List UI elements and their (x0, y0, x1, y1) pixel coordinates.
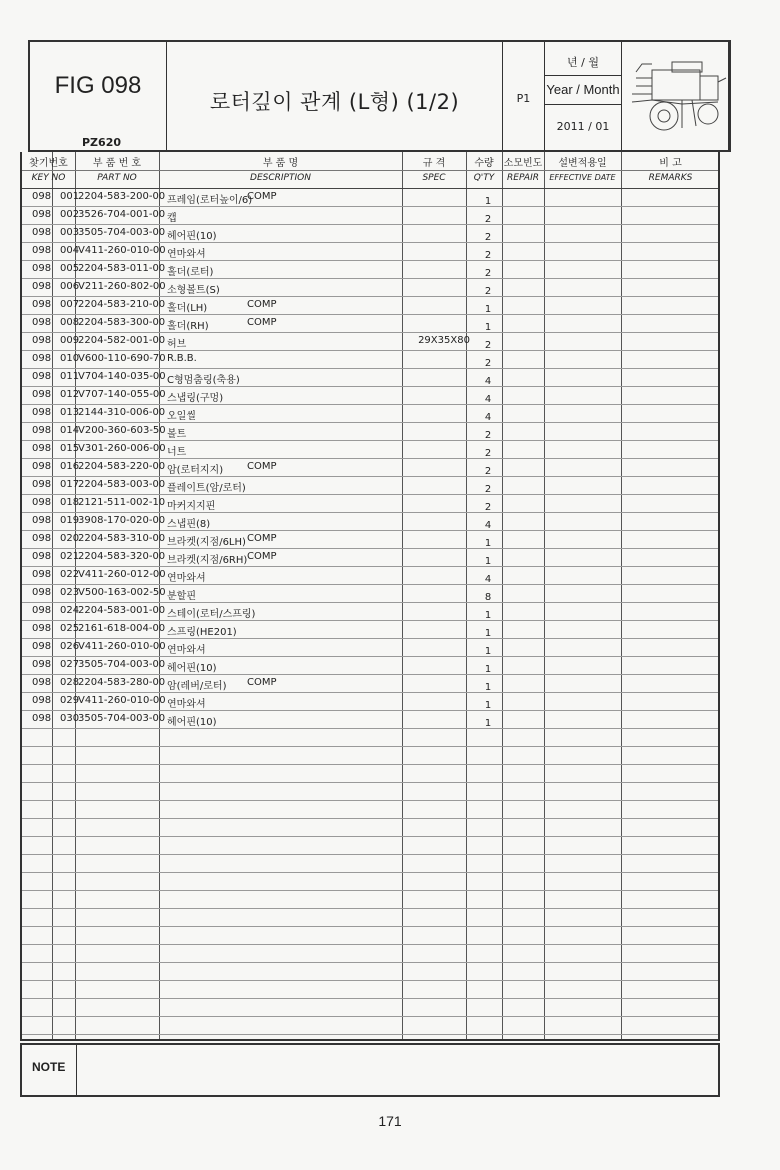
quantity: 4 (484, 412, 492, 423)
part-number: 2204-583-310-00 (78, 533, 166, 544)
note-label: NOTE (32, 1060, 66, 1074)
table-row (22, 422, 718, 440)
description: 연마와셔 (167, 573, 206, 584)
col-part-kr: 부 품 번 호 (92, 158, 142, 169)
quantity: 1 (484, 196, 492, 207)
part-number: V411-260-010-00 (78, 695, 166, 706)
part-number: 3908-170-020-00 (78, 515, 166, 526)
item-no: 021 (60, 551, 80, 562)
part-number: 3505-704-003-00 (78, 713, 166, 724)
quantity: 1 (484, 610, 492, 621)
part-number: 2121-511-002-10 (78, 497, 166, 508)
description: 분할핀 (167, 591, 196, 602)
rice-transplanter-icon (622, 42, 729, 150)
description: 홀더(RH) (167, 321, 209, 332)
item-no: 006 (60, 281, 80, 292)
item-no: 011 (60, 371, 80, 382)
table-row (22, 368, 718, 386)
item-no: 017 (60, 479, 80, 490)
key-no: 098 (32, 497, 52, 508)
header-box (28, 40, 731, 152)
description: 홀더(LH) (167, 303, 208, 314)
table-row (22, 260, 718, 278)
part-number: V411-260-010-00 (78, 641, 166, 652)
item-no: 024 (60, 605, 80, 616)
key-no: 098 (32, 281, 52, 292)
item-no: 028 (60, 677, 80, 688)
quantity: 1 (484, 322, 492, 333)
spec: 29X35X80 (418, 335, 470, 346)
table-row (22, 242, 718, 260)
item-no: 027 (60, 659, 80, 670)
col-key-en: KEY NO (31, 173, 66, 183)
table-row (22, 602, 718, 620)
quantity: 2 (484, 268, 492, 279)
quantity: 1 (484, 538, 492, 549)
description: 홀더(로터) (167, 267, 214, 278)
table-row (22, 566, 718, 584)
item-no: 001 (60, 191, 80, 202)
key-no: 098 (32, 605, 52, 616)
comp-flag: COMP (247, 191, 277, 202)
key-no: 098 (32, 533, 52, 544)
col-remarks-en: REMARKS (648, 173, 693, 183)
key-no: 098 (32, 299, 52, 310)
key-no: 098 (32, 713, 52, 724)
description: R.B.B. (167, 353, 197, 364)
quantity: 4 (484, 574, 492, 585)
key-no: 098 (32, 641, 52, 652)
key-no: 098 (32, 263, 52, 274)
quantity: 4 (484, 376, 492, 387)
item-no: 018 (60, 497, 80, 508)
description: 브라켓(지점/6RH) (167, 555, 248, 566)
description: C형멈춤링(축용) (167, 375, 240, 386)
fig-number: FIG 098 (54, 72, 142, 99)
item-no: 014 (60, 425, 80, 436)
key-no: 098 (32, 209, 52, 220)
key-no: 098 (32, 695, 52, 706)
part-number: 2204-583-280-00 (78, 677, 166, 688)
table-row (22, 638, 718, 656)
item-no: 023 (60, 587, 80, 598)
item-no: 008 (60, 317, 80, 328)
item-no: 016 (60, 461, 80, 472)
quantity: 1 (484, 682, 492, 693)
comp-flag: COMP (247, 317, 277, 328)
description: 연마와셔 (167, 699, 206, 710)
key-no: 098 (32, 425, 52, 436)
fig-cell (30, 42, 167, 150)
table-row (22, 476, 718, 494)
part-number: V704-140-035-00 (78, 371, 166, 382)
part-number: 3505-704-003-00 (78, 659, 166, 670)
col-remarks-kr: 비 고 (659, 158, 682, 169)
table-row (22, 188, 718, 206)
key-no: 098 (32, 461, 52, 472)
parts-table (20, 152, 720, 1041)
col-spec-kr: 규 격 (422, 158, 446, 169)
table-row (22, 278, 718, 296)
quantity: 2 (484, 448, 492, 459)
description: 연마와셔 (167, 645, 206, 656)
item-no: 003 (60, 227, 80, 238)
comp-flag: COMP (247, 677, 277, 688)
col-desc-kr: 부 품 명 (262, 158, 299, 169)
table-row (22, 386, 718, 404)
table-row (22, 692, 718, 710)
col-qty-en: Q'TY (473, 173, 495, 183)
description: 볼트 (167, 429, 187, 440)
key-no: 098 (32, 551, 52, 562)
part-number: V211-260-802-00 (78, 281, 166, 292)
key-no: 098 (32, 371, 52, 382)
comp-flag: COMP (247, 533, 277, 544)
part-number: 2204-582-001-00 (78, 335, 166, 346)
description: 스냅링(구멍) (167, 393, 224, 404)
table-row (22, 620, 718, 638)
description: 스냅핀(8) (167, 519, 211, 530)
description: 소형볼트(S) (167, 285, 220, 296)
description: 너트 (167, 447, 187, 458)
quantity: 2 (484, 232, 492, 243)
key-no: 098 (32, 335, 52, 346)
quantity: 2 (484, 214, 492, 225)
key-no: 098 (32, 677, 52, 688)
key-no: 098 (32, 659, 52, 670)
quantity: 2 (484, 358, 492, 369)
quantity: 8 (484, 592, 492, 603)
note-box (20, 1043, 720, 1097)
table-row (22, 530, 718, 548)
table-row (22, 512, 718, 530)
quantity: 2 (484, 430, 492, 441)
col-repair-en: REPAIR (507, 173, 539, 183)
table-row (22, 440, 718, 458)
quantity: 1 (484, 718, 492, 729)
key-no: 098 (32, 443, 52, 454)
description: 허브 (167, 339, 187, 350)
page-number: 171 (378, 1113, 402, 1129)
quantity: 2 (484, 340, 492, 351)
title-cell (167, 42, 503, 150)
item-no: 020 (60, 533, 80, 544)
quantity: 1 (484, 700, 492, 711)
col-part-en: PART NO (97, 173, 137, 183)
description: 캡 (167, 213, 177, 224)
comp-flag: COMP (247, 551, 277, 562)
table-row (22, 674, 718, 692)
model-code: PZ620 (82, 136, 121, 149)
page-code-cell (503, 42, 545, 150)
part-number: V301-260-006-00 (78, 443, 166, 454)
part-number: 2204-583-300-00 (78, 317, 166, 328)
description: 헤어핀(10) (167, 231, 217, 242)
col-desc-en: DESCRIPTION (250, 173, 311, 183)
table-row (22, 314, 718, 332)
description: 암(로터지지) (167, 465, 224, 476)
quantity: 1 (484, 556, 492, 567)
page-code: P1 (516, 92, 531, 105)
key-no: 098 (32, 389, 52, 400)
description: 오일씰 (167, 411, 196, 422)
part-number: 2161-618-004-00 (78, 623, 166, 634)
quantity: 1 (484, 628, 492, 639)
description: 브라켓(지점/6LH) (167, 537, 246, 548)
table-row (22, 656, 718, 674)
part-number: 2204-583-011-00 (78, 263, 166, 274)
key-no: 098 (32, 245, 52, 256)
part-number: V707-140-055-00 (78, 389, 166, 400)
year-month-cell (545, 42, 622, 150)
quantity: 4 (484, 394, 492, 405)
table-row (22, 404, 718, 422)
item-no: 013 (60, 407, 80, 418)
item-no: 029 (60, 695, 80, 706)
quantity: 4 (484, 520, 492, 531)
description: 헤어핀(10) (167, 663, 217, 674)
description: 스테이(로터/스프링) (167, 609, 256, 620)
key-no: 098 (32, 407, 52, 418)
col-eff-kr: 설변적용일 (558, 158, 607, 169)
description: 헤어핀(10) (167, 717, 217, 728)
col-qty-kr: 수량 (474, 158, 494, 169)
quantity: 1 (484, 646, 492, 657)
part-number: 2204-583-200-00 (78, 191, 166, 202)
quantity: 2 (484, 502, 492, 513)
description: 마커지지핀 (167, 501, 216, 512)
item-no: 012 (60, 389, 80, 400)
quantity: 2 (484, 250, 492, 261)
part-number: 2144-310-006-00 (78, 407, 166, 418)
item-no: 004 (60, 245, 80, 256)
col-eff-en: EFFECTIVE DATE (549, 173, 616, 182)
description: 암(레버/로터) (167, 681, 227, 692)
description: 플레이트(암/로터) (167, 483, 246, 494)
table-row (22, 224, 718, 242)
issue-date: 2011 / 01 (556, 120, 610, 133)
comp-flag: COMP (247, 299, 277, 310)
table-row (22, 584, 718, 602)
table-row (22, 458, 718, 476)
part-number: V411-260-012-00 (78, 569, 166, 580)
description: 연마와셔 (167, 249, 206, 260)
machine-illustration (622, 42, 729, 150)
part-number: V500-163-002-50 (78, 587, 166, 598)
item-no: 009 (60, 335, 80, 346)
key-no: 098 (32, 227, 52, 238)
item-no: 030 (60, 713, 80, 724)
item-no: 015 (60, 443, 80, 454)
item-no: 005 (60, 263, 80, 274)
col-key-kr: 찾기번호 (29, 158, 68, 169)
col-spec-en: SPEC (422, 173, 446, 183)
part-number: V600-110-690-70 (78, 353, 166, 364)
key-no: 098 (32, 317, 52, 328)
item-no: 007 (60, 299, 80, 310)
quantity: 2 (484, 466, 492, 477)
quantity: 1 (484, 664, 492, 675)
key-no: 098 (32, 515, 52, 526)
item-no: 019 (60, 515, 80, 526)
table-row (22, 296, 718, 314)
page-title: 로터깊이 관계 (L형) (1/2) (209, 90, 460, 114)
key-no: 098 (32, 353, 52, 364)
quantity: 1 (484, 304, 492, 315)
year-month-kr: 년 / 월 (567, 56, 599, 69)
key-no: 098 (32, 479, 52, 490)
table-row (22, 332, 718, 350)
year-month-en: Year / Month (546, 82, 620, 97)
key-no: 098 (32, 191, 52, 202)
quantity: 2 (484, 286, 492, 297)
item-no: 026 (60, 641, 80, 652)
col-repair-kr: 소모빈도 (503, 158, 543, 169)
part-number: V200-360-603-50 (78, 425, 166, 436)
part-number: 2204-583-320-00 (78, 551, 166, 562)
key-no: 098 (32, 623, 52, 634)
description: 프레임(로터높이/6) (167, 195, 253, 206)
item-no: 022 (60, 569, 80, 580)
key-no: 098 (32, 569, 52, 580)
item-no: 002 (60, 209, 80, 220)
item-no: 025 (60, 623, 80, 634)
table-row (22, 206, 718, 224)
comp-flag: COMP (247, 461, 277, 472)
table-row (22, 710, 718, 728)
table-row (22, 350, 718, 368)
key-no: 098 (32, 587, 52, 598)
part-number: 2204-583-001-00 (78, 605, 166, 616)
table-row (22, 548, 718, 566)
part-number: 3526-704-001-00 (78, 209, 166, 220)
part-number: 2204-583-210-00 (78, 299, 166, 310)
part-number: 2204-583-220-00 (78, 461, 166, 472)
table-row (22, 494, 718, 512)
part-number: 3505-704-003-00 (78, 227, 166, 238)
description: 스프링(HE201) (167, 627, 237, 638)
part-number: 2204-583-003-00 (78, 479, 166, 490)
quantity: 2 (484, 484, 492, 495)
part-number: V411-260-010-00 (78, 245, 166, 256)
item-no: 010 (60, 353, 80, 364)
